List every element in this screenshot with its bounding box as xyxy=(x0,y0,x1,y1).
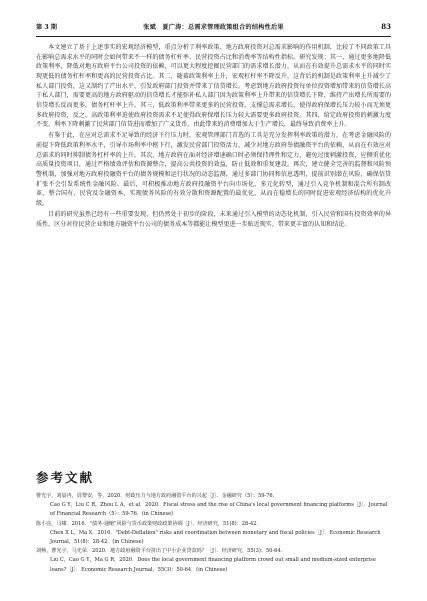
page-number: 83 xyxy=(381,22,391,31)
reference-en: Liu C，Cao G Y，Ma G R．2020．Does the local government financing platform crowd out small and medium-sized enterprise loans?［J］．Economic Research Journal，55(3)：50-64．(in Chinese) xyxy=(50,557,376,573)
paragraph-future-research: 目前的研究虽然已经有一些重要发现，但仍然处于初步的阶段，未来通过引入模型的动态化机制，引入民营和国有投资效率的异质性，区分对待民营企业和地方融资平台公司的债务成本等都能让模型更进一步贴近现实，带来更丰富的认知和结论。 xyxy=(36,211,391,228)
reference-zh: 刘畅，曹光宇，马光荣．2020．地方政府融资平台挤出了中小企业贷款吗？［J］．经济研究，55(3)：50-64. xyxy=(36,548,283,555)
paragraph-policy-implications: 有鉴于此，在应对总需求不足导致的经济下行压力时，宏观管理部门首选的工具是充分发挥利率政策的潜力，在考虑金融风险的前提下降低政策利率水平，引导市场利率中枢下行，激发民营部门投资活力，减少对地方政府举债融资平台的依赖，从而在有效应对总需求的同时抑制债务杠杆率的上升。其次，地方政府在面对经济增速确口时必须保持理性和定力，避免过度刺激投资，应侧重优化高质量投资项目，通过严格绩效评估和资源整合，提高公共投资的效益，防止低效和重复建设。再次，建立健全完善的监督和风险预警机制，加强对地方政府投融资平台的债务规模和运行状况的动态监测，通过多部门协同和信息透明，提前识别潜在风险，确保信贷扩张不会引发系统性金融风险。最后，可积极推动地方政府投融资平台向市场化、多元化转型，通过引入竞争机制和混合所有制改革，整合国有、民营及金融资本，实现债务风险的有效分散和资源配置的最优化，从而在稳增长的同时促进宏观经济结构的优化升级。 xyxy=(36,132,391,207)
reference-zh: 陈小亮，马啸．2016．"债务-通缩"风险与货币政策财政政策协调［J］．经济研究，51(8)：28-42. xyxy=(36,520,259,527)
issue-label: 第 3 期 xyxy=(36,24,57,31)
paragraph-findings: 本文建立了基于上述事实的宏观经济模型，重点分析了利率政策、地方政府投资对总需求影响的作用机制，比较了不同政策工具在影响总需求水平的同时会如何带来不一样的债务杠杆率、民营投资占比和消费率等结构性指标。研究发现：其一，通过更多地降低政策利率，降低对地方政府平台公司投资的依赖，可以更大程度挖掘民营部门的需求增长潜力，从而在有效提升总需求水平的同时实现更低的债务杠杆率和更高的民营投资占比。其二，随着政策利率上升，宏观杠杆率不降反升，这背后的机制是政策利率上升减少了私人部门投资，这又制约了产出水平，引发政府部门投资并带来了信贷增长。考虑到地方政府投资每单位投资增加带来的信贷增长高于私人部门，需要更高的地方政府驱动的信贷增长才能弥补私人部门因为政策利率上升带来的信贷增长下降，维持产出增长所需要的信贷增长反而更多，债务杠杆率上升。其三，低政策利率带来更多的民营投资，支撑总需求增长，使得政府保增长压力较小而无须更多政府投资，反之，高政策利率迫使政府投资需求不足使得政府保增长压力较大需要更多政府投资。其四，给定政府投资的刺激力度不变，利率下降刺激了民营部门信贷进而增加了广义货币，由此带来的消费增加大于生产增长，最终导致消费率上升。 xyxy=(36,44,391,129)
running-title: 张斌 夏广涛：总需求管理政策组合的结构性后果 xyxy=(143,24,284,31)
reference-entry xyxy=(36,492,391,520)
reference-entry xyxy=(36,547,391,575)
header-rule xyxy=(36,36,391,37)
references-list xyxy=(36,492,391,575)
reference-zh: 曹光宇，刘晨冉，周黎安，等，2020．财政压力与地方政府融资平台的兴起［J］．金融研究（5）：59-76. xyxy=(36,493,275,499)
running-header xyxy=(36,22,391,34)
references-heading: 参考文献 xyxy=(36,470,95,485)
reference-en: Cao G Y，Liu C R，Zhou L A，et al．2020．Fiscal stress and the rise of China's local government financing platforms［J］．Journal of Financial Research（5）：59-76．(in Chinese) xyxy=(50,502,388,518)
reference-entry xyxy=(36,520,391,548)
article-body xyxy=(36,43,391,229)
reference-en: Chen X L，Ma X．2016．"Debt-Deflation" risks and coordination between monetary and fiscal policies［J］．Economic Research Journal，51(8)：28-42．(in Chinese) xyxy=(50,529,381,546)
